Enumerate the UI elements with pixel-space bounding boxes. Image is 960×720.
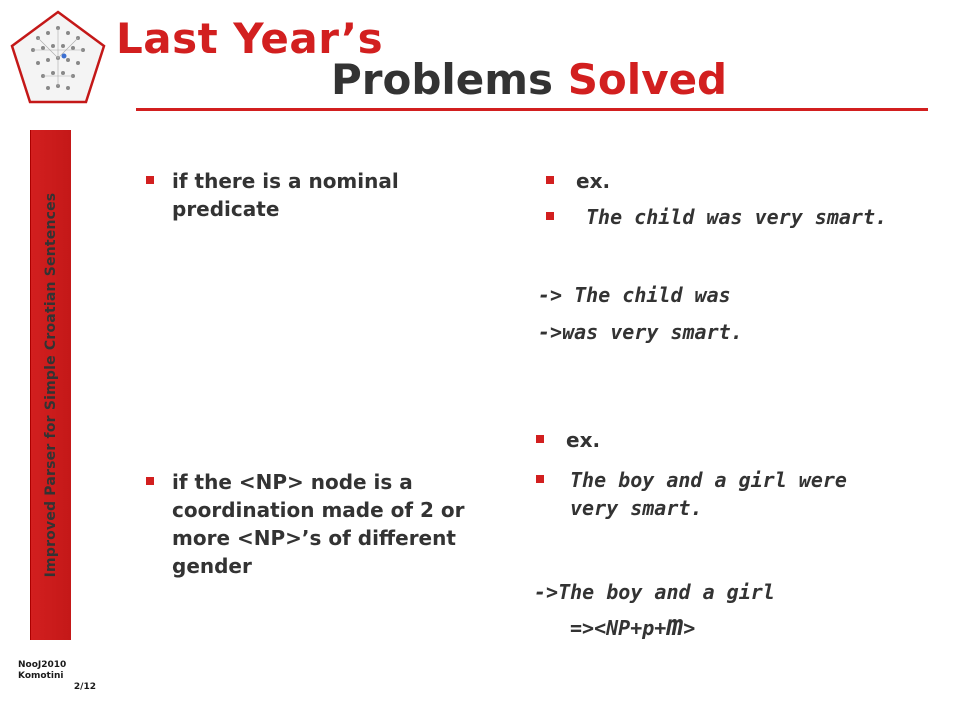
title-solved: Solved bbox=[567, 55, 728, 104]
np-tag-gender: m bbox=[666, 609, 684, 642]
bullet-square-icon bbox=[146, 176, 154, 184]
bullet-square-icon bbox=[146, 477, 154, 485]
slide-footer bbox=[18, 660, 98, 693]
example1-sentence bbox=[586, 203, 887, 231]
example1-result1: -> The child was bbox=[538, 283, 731, 307]
bullet-text: if there is a nominal predicate bbox=[172, 169, 399, 221]
title-underline bbox=[136, 108, 928, 111]
bullet-square-icon bbox=[546, 212, 554, 220]
example1-label bbox=[576, 167, 610, 195]
sidebar bbox=[0, 0, 106, 720]
slide-title-line2 bbox=[331, 55, 727, 104]
bullet-text: if the <NP> node is a coordination made of 2 or more <NP>’s of different gender bbox=[172, 470, 465, 578]
footer-location: Komotini bbox=[18, 671, 64, 681]
page-number: 2/12 bbox=[73, 682, 96, 692]
np-tag-prefix: =><NP+p+ bbox=[570, 616, 667, 640]
bullet-square-icon bbox=[536, 435, 544, 443]
bullet-square-icon bbox=[546, 176, 554, 184]
example-text: The child was very smart. bbox=[586, 205, 888, 229]
example2-result1: ->The boy and a girl bbox=[534, 580, 775, 604]
title-problems: Problems bbox=[331, 55, 568, 104]
np-tag-suffix: > bbox=[683, 616, 696, 640]
bullet-nominal-predicate bbox=[172, 167, 462, 223]
ex-label: ex. bbox=[566, 428, 601, 452]
nooj-pentagon-logo bbox=[4, 8, 112, 108]
example2-result2 bbox=[570, 609, 696, 642]
ex-label: ex. bbox=[576, 169, 611, 193]
bullet-np-coordination bbox=[172, 468, 512, 580]
footer-conference: NooJ2010 bbox=[18, 660, 67, 670]
example-text: The boy and a girl were very smart. bbox=[570, 468, 847, 520]
example1-result2: ->was very smart. bbox=[538, 320, 743, 344]
presentation-title-vertical: Improved Parser for Simple Croatian Sentences bbox=[43, 192, 59, 578]
slide-title-line1: Last Year’s bbox=[116, 14, 384, 63]
bullet-square-icon bbox=[536, 475, 544, 483]
example2-label bbox=[566, 426, 600, 454]
example2-sentence bbox=[570, 466, 900, 522]
